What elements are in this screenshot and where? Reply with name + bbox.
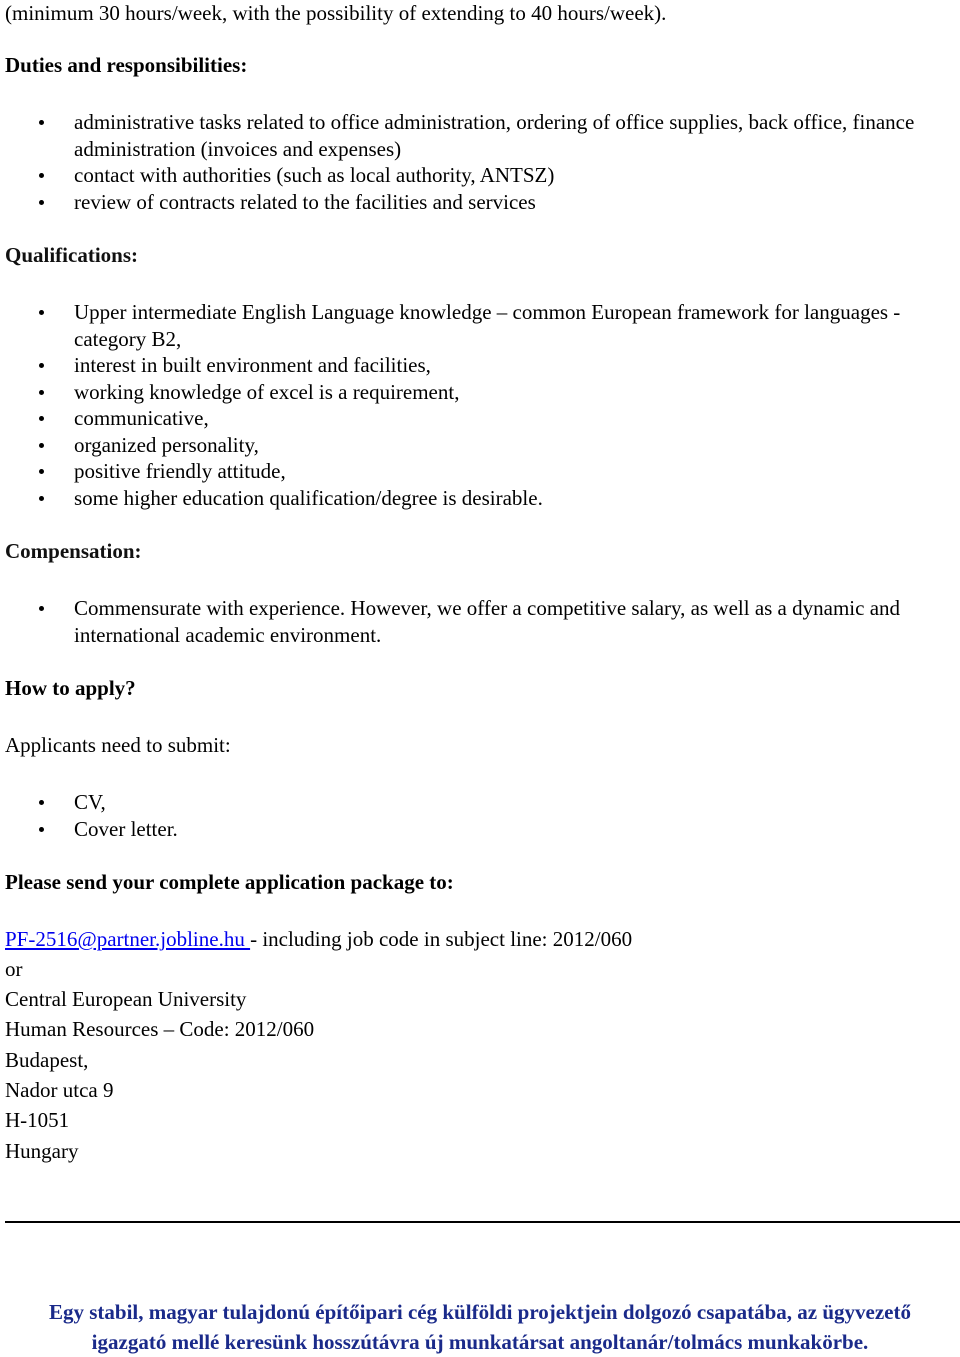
submit-list [0,789,960,842]
footer-text [0,1297,960,1357]
footer-line: Egy stabil, magyar tulajdonú építőipari cég külföldi projektjein dolgozó csapatába, az ügyvezető [49,1300,911,1324]
send-heading: Please send your complete application package to: [5,870,454,894]
or-text: or [5,957,23,981]
list-item: working knowledge of excel is a requirement, [0,379,960,406]
intro-line: (minimum 30 hours/week, with the possibility of extending to 40 hours/week). [5,1,667,25]
list-item: CV, [0,789,960,816]
list-item: Cover letter. [0,816,960,843]
how-to-apply-heading: How to apply? [5,676,136,700]
compensation-list [0,595,960,648]
address-line: Central European University [5,987,247,1011]
list-item: communicative, [0,405,960,432]
footer-line: igazgató mellé keresünk hosszútávra új munkatársat angoltanár/tolmács munkakörbe. [91,1330,869,1354]
address-line: H-1051 [5,1108,70,1132]
list-item: contact with authorities (such as local authority, ANTSZ) [0,162,960,189]
address-line: Human Resources – Code: 2012/060 [5,1017,315,1041]
list-item: review of contracts related to the facilities and services [0,189,960,216]
address-line: Budapest, [5,1048,89,1072]
email-link[interactable]: PF-2516@partner.jobline.hu [5,927,251,951]
email-suffix: - including job code in subject line: 2012/060 [250,927,633,951]
list-item: interest in built environment and facilities, [0,352,960,379]
list-item: some higher education qualification/degree is desirable. [0,485,960,512]
compensation-heading: Compensation: [5,539,142,563]
qualifications-heading: Qualifications: [5,243,139,267]
duties-list [0,109,960,215]
qualifications-list [0,299,960,511]
list-item: Upper intermediate English Language knowledge – common European framework for languages - category B2, [0,299,960,352]
duties-heading: Duties and responsibilities: [5,53,248,77]
address-line: Nador utca 9 [5,1078,114,1102]
horizontal-divider [5,1221,960,1223]
list-item: administrative tasks related to office administration, ordering of office supplies, back office, finance administration (invoices and expenses) [0,109,960,162]
address-line: Hungary [5,1139,79,1163]
submit-label: Applicants need to submit: [5,733,231,757]
list-item: positive friendly attitude, [0,458,960,485]
list-item: Commensurate with experience. However, we offer a competitive salary, as well as a dynamic and international academic environment. [0,595,960,648]
list-item: organized personality, [0,432,960,459]
email-line [5,926,632,953]
